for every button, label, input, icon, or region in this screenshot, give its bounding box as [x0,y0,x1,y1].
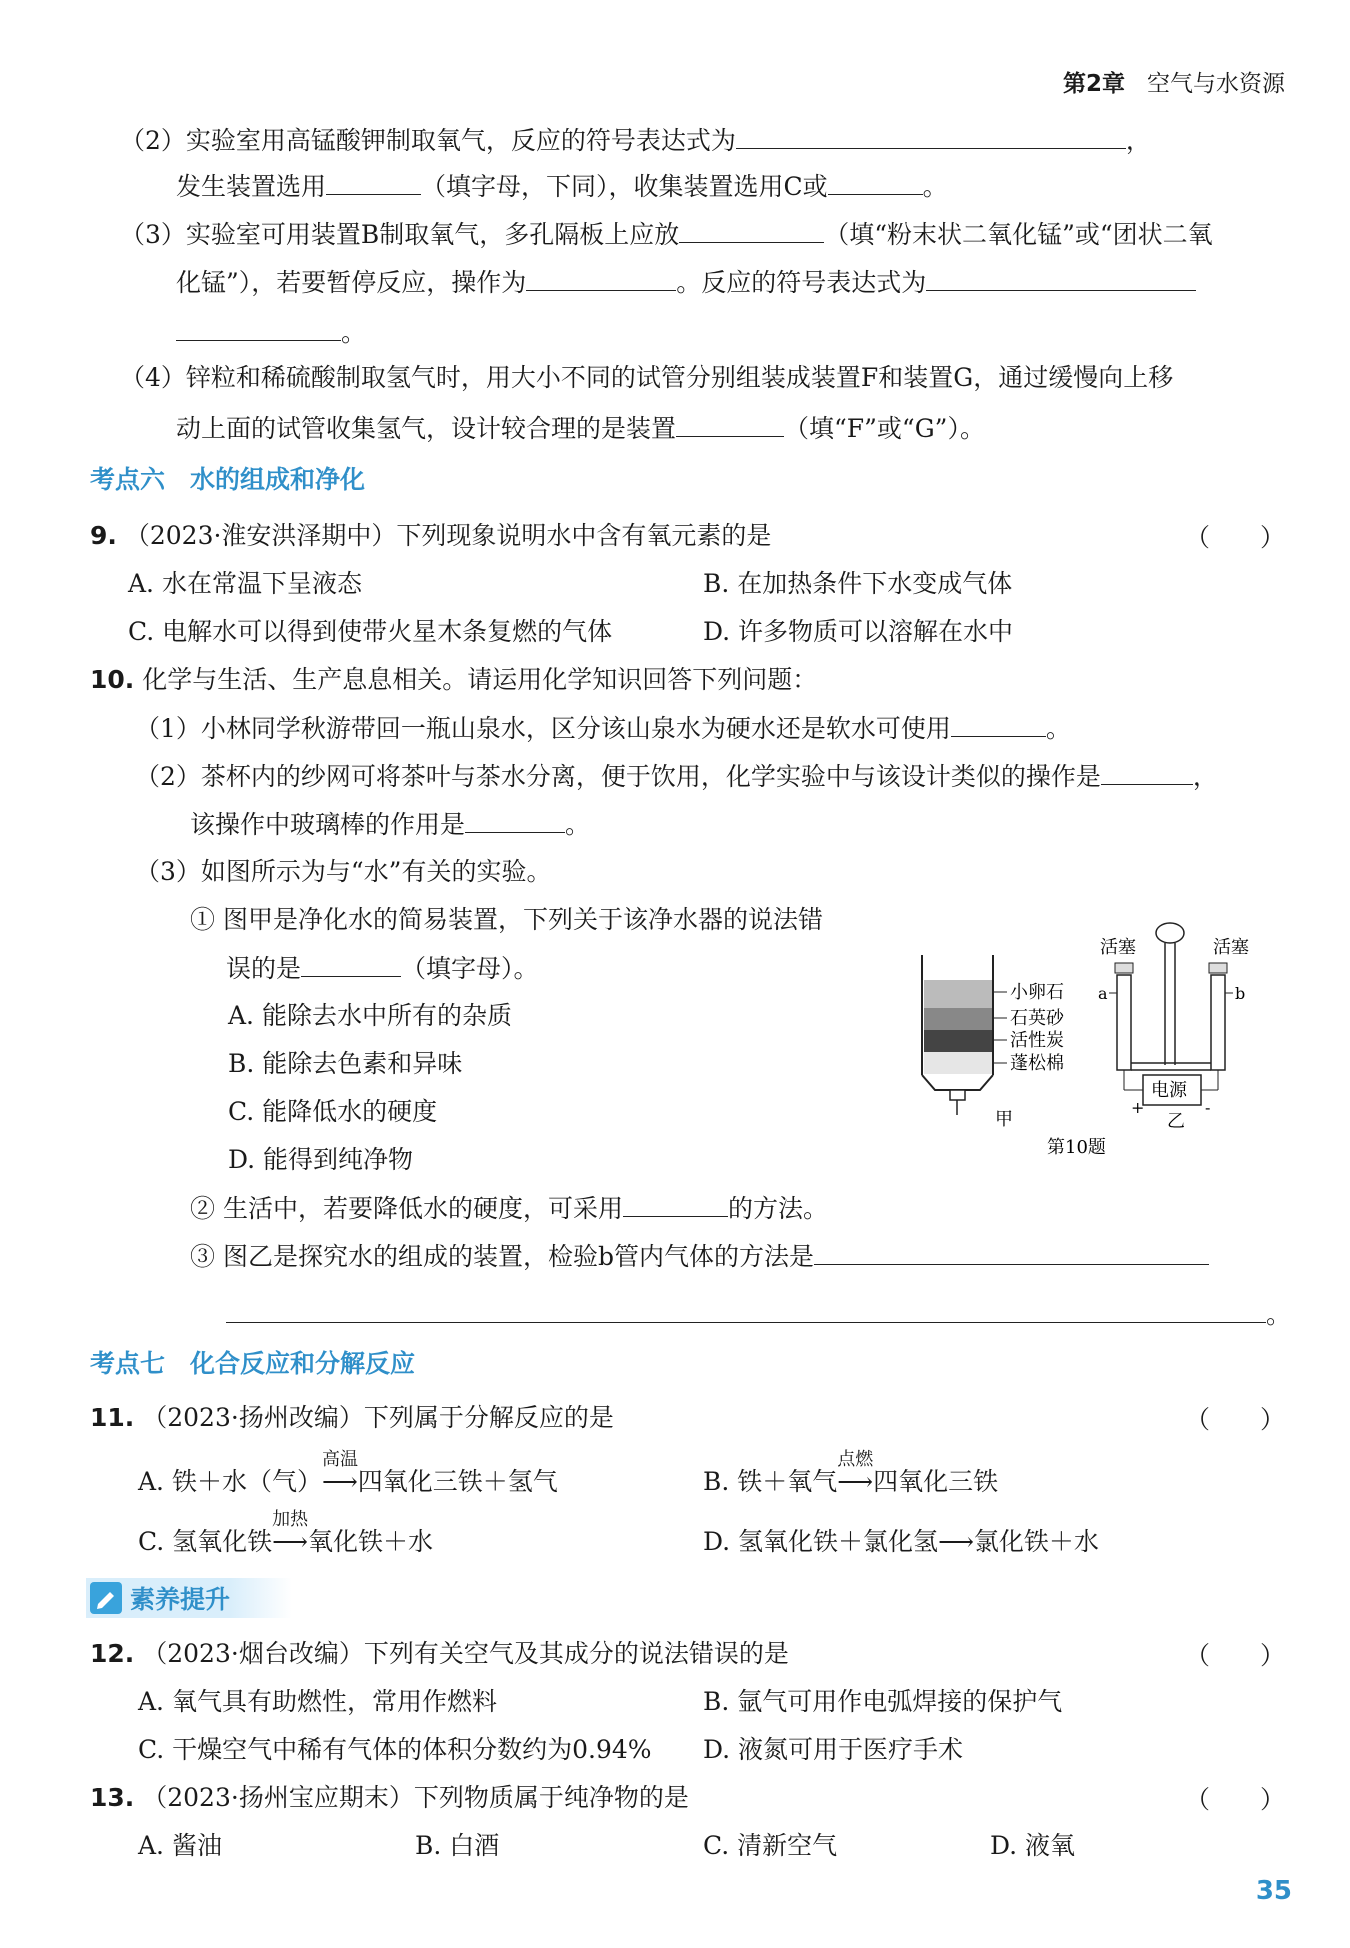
q9-stem [90,518,771,554]
page-header [1063,68,1285,100]
reactants: C. 氢氧化铁 [138,1527,273,1556]
layer-quartz-sand-label: 石英砂 [1010,1008,1064,1029]
q10-sub3-line1 [190,1238,1209,1275]
q8-part2-text: （填字母，下同），收集装置选用C或 [421,172,828,201]
products: 四氧化三铁 [873,1467,999,1496]
q11-option-a[interactable] [138,1449,558,1500]
q8-part2-text: （2）实验室用高锰酸钾制取氧气，反应的符号表达式为 [120,126,736,155]
reactants: D. 氢氧化铁＋氯化氢 [703,1527,939,1556]
power-source-label: 电源 [1151,1080,1187,1101]
q10-part2-line2 [190,806,590,843]
q10-sub1-line2 [226,950,539,987]
valve-right-label: 活塞 [1213,937,1249,958]
q12-option-a[interactable]: A. 氧气具有助燃性，常用作燃料 [138,1687,497,1716]
q8-part3-text: （填“粉末状二氧化锰”或“团状二氧 [824,220,1213,249]
page-number: 35 [1255,1876,1292,1906]
figure-jia-label: 甲 [995,1109,1013,1130]
q9-option-c[interactable]: C. 电解水可以得到使带火星木条复燃的气体 [128,617,613,646]
answer-blank[interactable] [526,264,676,291]
reactants: B. 铁＋氧气 [703,1467,838,1496]
answer-blank[interactable] [326,168,421,195]
answer-blank[interactable] [679,216,824,243]
electrolysis-diagram [1098,923,1249,1132]
layer-cotton-label: 蓬松棉 [1010,1053,1064,1074]
q11-option-d[interactable] [703,1524,1099,1560]
question-stem: 化学与生活、生产息息相关。请运用化学知识回答下列问题： [142,665,818,694]
plus-terminal-label: + [1131,1098,1145,1117]
answer-blank[interactable] [828,168,923,195]
figure-yi-label: 乙 [1167,1111,1185,1132]
q12-option-d[interactable]: D. 液氮可用于医疗手术 [703,1735,964,1764]
question-number: 9. [90,521,117,550]
q10-stem [90,662,817,698]
answer-blank[interactable] [736,122,1126,149]
answer-blank[interactable] [623,1190,728,1217]
answer-blank[interactable] [1101,758,1193,785]
q10-part2-text: 该操作中玻璃棒的作用是 [190,810,466,839]
q8-part3-line1 [120,216,1213,253]
badge-label: 素养提升 [130,1585,231,1614]
q10-sub1-option-a[interactable]: A. 能除去水中所有的杂质 [228,1001,512,1030]
q10-part2-line1 [135,758,1218,795]
reaction-arrow: 高温 ⟶ [322,1464,358,1500]
punct: ， [1192,762,1218,791]
figure-caption: 第10题 [1047,1137,1106,1158]
q11-option-b[interactable] [703,1449,999,1500]
q10-sub2-text: 的方法。 [727,1194,828,1223]
q10-sub2 [190,1190,828,1227]
reactants: A. 铁＋水（气） [138,1467,322,1496]
reaction-condition: 加热 [272,1509,309,1530]
valve-left-label: 活塞 [1100,937,1136,958]
reaction-arrow: 点燃 ⟶ [837,1464,873,1500]
products: 四氧化三铁＋氢气 [357,1467,558,1496]
question-number: 12. [90,1639,135,1668]
q8-part4-line2 [176,410,985,447]
products: 氧化铁＋水 [307,1527,433,1556]
q9-answer-paren[interactable]: （ ） [1184,523,1285,552]
punct: 。 [1045,714,1071,743]
q8-part4-text: （4）锌粒和稀硫酸制取氢气时，用大小不同的试管分别组装成装置F和装置G，通过缓慢向上移 [120,363,1174,392]
question-stem: （2023·扬州宝应期末）下列物质属于纯净物的是 [142,1783,689,1812]
section-heading-7: 考点七 化合反应和分解反应 [90,1349,416,1378]
punct: ， [1125,126,1151,155]
question-number: 10. [90,665,135,694]
answer-blank[interactable] [465,806,565,833]
q13-answer-paren[interactable]: （ ） [1184,1785,1285,1814]
q8-part2-line1 [120,122,1151,159]
q11-stem [90,1400,614,1436]
minus-terminal-label: - [1205,1098,1211,1117]
q10-sub3-text: ③ 图乙是探究水的组成的装置，检验b管内气体的方法是 [190,1242,814,1271]
punct: 。 [565,810,591,839]
tube-b-label: b [1235,984,1246,1003]
products: 氯化铁＋水 [973,1527,1099,1556]
question-stem: （2023·扬州改编）下列属于分解反应的是 [142,1403,614,1432]
q13-option-a[interactable]: A. 酱油 [138,1831,222,1860]
q12-answer-paren[interactable]: （ ） [1184,1641,1285,1670]
q12-stem [90,1636,789,1672]
layer-activated-carbon-label: 活性炭 [1010,1030,1064,1051]
q10-sub1-line1: ① 图甲是净化水的简易装置，下列关于该净水器的说法错 [190,905,823,934]
answer-blank[interactable] [814,1238,1209,1265]
q8-part3-text: 。反应的符号表达式为 [676,268,927,297]
q10-part3: （3）如图所示为与“水”有关的实验。 [135,857,552,886]
q10-part2-text: （2）茶杯内的纱网可将茶叶与茶水分离，便于饮用，化学实验中与该设计类似的操作是 [135,762,1101,791]
q10-sub1-text: （填字母）。 [401,954,539,983]
reaction-arrow: 加热 ⟶ [272,1524,308,1560]
q8-part3-line2 [176,264,1196,301]
q8-part4-line1 [120,360,1173,396]
q10-sub1-option-c[interactable]: C. 能降低水的硬度 [228,1097,438,1126]
q13-option-c[interactable]: C. 清新空气 [703,1831,838,1860]
q13-option-d[interactable]: D. 液氧 [990,1831,1076,1860]
q9-option-a[interactable]: A. 水在常温下呈液态 [128,569,362,598]
tube-a-label: a [1098,984,1108,1003]
q10-sub3-line2 [226,1296,1291,1333]
answer-blank[interactable] [176,314,341,341]
answer-blank[interactable] [676,410,784,437]
reaction-arrow: ⟶ [938,1527,974,1556]
q10-figure [895,915,1295,1160]
q10-sub1-text: 误的是 [226,954,302,983]
answer-blank[interactable] [301,950,401,977]
q10-sub1-option-b[interactable]: B. 能除去色素和异味 [228,1049,463,1078]
q9-option-b[interactable]: B. 在加热条件下水变成气体 [703,569,1013,598]
section-heading-6: 考点六 水的组成和净化 [90,465,366,494]
question-number: 11. [90,1403,135,1432]
answer-blank[interactable] [226,1296,1266,1323]
q11-answer-paren[interactable]: （ ） [1184,1405,1285,1434]
q13-stem [90,1780,689,1816]
q10-part1 [135,710,1071,747]
chapter-title: 空气与水资源 [1147,71,1285,97]
layer-pebbles-label: 小卵石 [1010,982,1064,1003]
q10-part1-text: （1）小林同学秋游带回一瓶山泉水，区分该山泉水为硬水还是软水可使用 [135,714,951,743]
q10-sub2-text: ② 生活中，若要降低水的硬度，可采用 [190,1194,623,1223]
punct: 。 [1266,1300,1292,1329]
q8-part4-text: （填“F”或“G”）。 [784,414,985,443]
chapter-number: 第2章 [1062,71,1125,97]
q13-option-b[interactable]: B. 白酒 [415,1831,500,1860]
q8-part3-text: （3）实验室可用装置B制取氧气，多孔隔板上应放 [120,220,680,249]
q11-option-c[interactable] [138,1509,433,1560]
q8-part2-text: 发生装置选用 [176,172,327,201]
pencil-note-icon [90,1582,122,1614]
question-stem: （2023·淮安洪泽期中）下列现象说明水中含有氧元素的是 [124,521,772,550]
reaction-condition: 高温 [321,1449,358,1470]
q8-part3-text: 化锰”），若要暂停反应，操作为 [176,268,527,297]
punct: 。 [341,318,367,347]
section-badge [86,1578,292,1618]
q8-part4-text: 动上面的试管收集氢气，设计较合理的是装置 [176,414,677,443]
water-purifier-diagram [922,955,1065,1130]
question-stem: （2023·烟台改编）下列有关空气及其成分的说法错误的是 [142,1639,789,1668]
question-number: 13. [90,1783,135,1812]
answer-blank[interactable] [951,710,1046,737]
reaction-condition: 点燃 [837,1449,874,1470]
q10-sub1-option-d[interactable]: D. 能得到纯净物 [228,1145,414,1174]
answer-blank[interactable] [926,264,1196,291]
q8-part3-line3 [176,314,366,351]
punct: 。 [922,172,948,201]
q9-option-d[interactable]: D. 许多物质可以溶解在水中 [703,617,1014,646]
q12-option-c[interactable]: C. 干燥空气中稀有气体的体积分数约为0.94% [138,1735,652,1764]
q12-option-b[interactable]: B. 氩气可用作电弧焊接的保护气 [703,1687,1063,1716]
q8-part2-line2 [176,168,948,205]
